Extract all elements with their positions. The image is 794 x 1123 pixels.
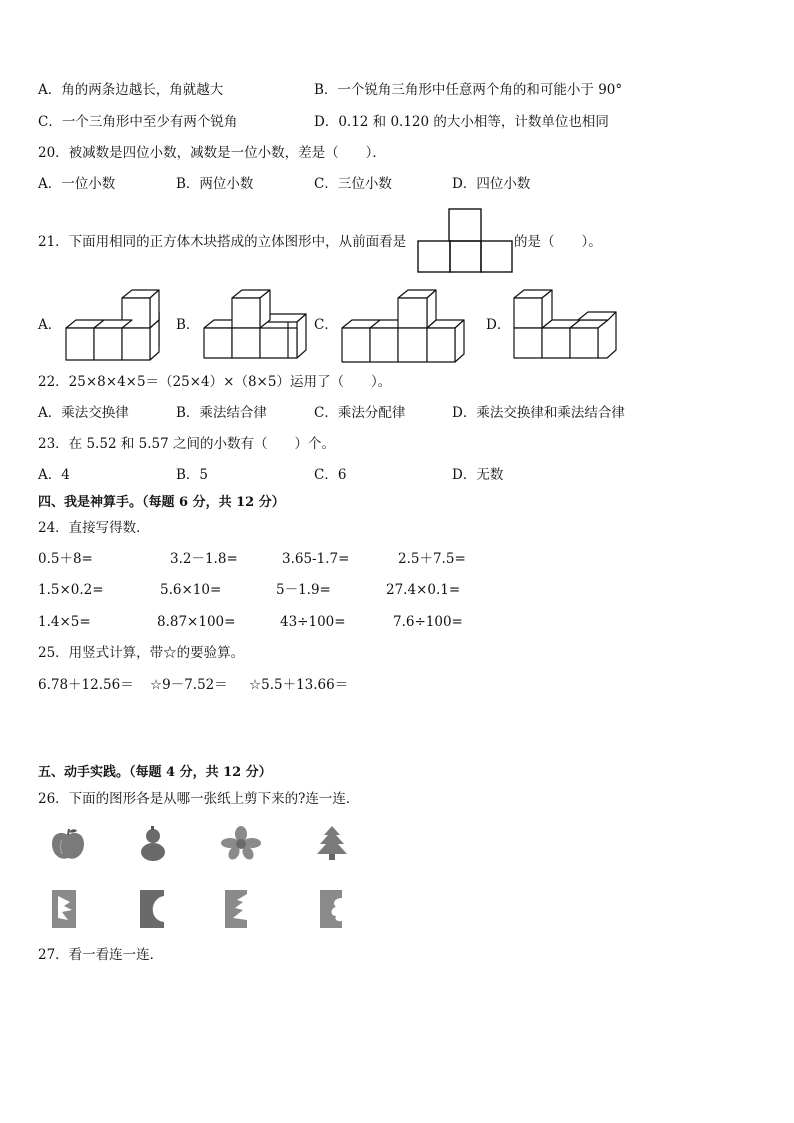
q24-item: 27.4×0.1= bbox=[386, 582, 461, 598]
flower-icon bbox=[221, 826, 261, 860]
q24-item: 8.87×100= bbox=[157, 614, 236, 630]
q21-front-view-figure bbox=[417, 208, 513, 273]
q22-option-c: C．乘法分配律 bbox=[314, 405, 406, 421]
q19-option-a: A．角的两条边越长，角就越大 bbox=[38, 82, 224, 98]
q21-option-b: B． bbox=[176, 317, 200, 333]
q23-option-a: A．4 bbox=[38, 467, 70, 483]
q24-item: 1.4×5= bbox=[38, 614, 91, 630]
q21-figure-b bbox=[202, 288, 312, 364]
q20-option-a: A．一位小数 bbox=[38, 176, 116, 192]
q24-stem: 24．直接写得数． bbox=[38, 520, 150, 536]
q21-stem-after: 的是（ ）。 bbox=[514, 234, 602, 250]
q21-option-a: A． bbox=[38, 317, 62, 333]
q19-option-c: C．一个三角形中至少有两个锐角 bbox=[38, 114, 238, 130]
q22-option-d: D．乘法交换律和乘法结合律 bbox=[452, 405, 625, 421]
q20-option-b: B．两位小数 bbox=[176, 176, 254, 192]
section4-title: 四、我是神算手。（每题 6 分，共 12 分） bbox=[38, 495, 285, 510]
q21-option-c: C． bbox=[314, 317, 338, 333]
q24-item: 43÷100= bbox=[280, 614, 346, 630]
q21-stem-before: 21．下面用相同的正方体木块搭成的立体图形中，从前面看是 bbox=[38, 234, 407, 250]
q24-item: 7.6÷100= bbox=[393, 614, 463, 630]
q22-stem: 22．25×8×4×5＝（25×4）×（8×5）运用了（ ）。 bbox=[38, 374, 392, 390]
q24-item: 5－1.9= bbox=[276, 582, 331, 598]
q24-item: 1.5×0.2= bbox=[38, 582, 104, 598]
q25-stem: 25．用竖式计算，带☆的要验算。 bbox=[38, 645, 245, 661]
paper-flower-cutout-icon bbox=[316, 888, 346, 930]
paper-round-cutout-icon bbox=[138, 888, 168, 930]
gourd-icon bbox=[138, 826, 168, 862]
q19-option-b: B．一个锐角三角形中任意两个角的和可能小于 90° bbox=[314, 82, 623, 98]
q21-figure-a bbox=[64, 286, 174, 364]
q21-figure-c bbox=[340, 288, 470, 364]
q25-item: ☆9－7.52＝ bbox=[150, 677, 228, 693]
q24-item: 2.5＋7.5= bbox=[398, 551, 466, 567]
q20-stem: 20．被减数是四位小数，减数是一位小数，差是（ ）． bbox=[38, 145, 386, 161]
q22-option-a: A．乘法交换律 bbox=[38, 405, 129, 421]
q23-stem: 23．在 5.52 和 5.57 之间的小数有（ ）个。 bbox=[38, 436, 335, 452]
q21-option-d: D． bbox=[486, 317, 511, 333]
q24-item: 3.2－1.8= bbox=[170, 551, 238, 567]
paper-tree-cutout-icon bbox=[221, 888, 251, 930]
q25-item: 6.78＋12.56＝ bbox=[38, 677, 134, 693]
q23-option-d: D．无数 bbox=[452, 467, 504, 483]
q24-item: 5.6×10= bbox=[160, 582, 222, 598]
tree-icon bbox=[316, 826, 348, 862]
paper-leaf-cutout-icon bbox=[50, 888, 80, 930]
apple-icon bbox=[50, 828, 86, 862]
q27-stem: 27．看一看连一连． bbox=[38, 947, 164, 963]
q20-option-d: D．四位小数 bbox=[452, 176, 531, 192]
q24-item: 0.5＋8= bbox=[38, 551, 93, 567]
section5-title: 五、动手实践。（每题 4 分，共 12 分） bbox=[38, 765, 272, 780]
q19-option-d: D．0.12 和 0.120 的大小相等，计数单位也相同 bbox=[314, 114, 609, 130]
q20-option-c: C．三位小数 bbox=[314, 176, 392, 192]
q21-figure-d bbox=[512, 288, 622, 364]
q24-item: 3.65-1.7= bbox=[282, 551, 350, 567]
q23-option-b: B．5 bbox=[176, 467, 209, 483]
q22-option-b: B．乘法结合律 bbox=[176, 405, 267, 421]
q25-item: ☆5.5＋13.66＝ bbox=[249, 677, 349, 693]
q23-option-c: C．6 bbox=[314, 467, 347, 483]
q26-stem: 26．下面的图形各是从哪一张纸上剪下来的?连一连． bbox=[38, 791, 360, 807]
